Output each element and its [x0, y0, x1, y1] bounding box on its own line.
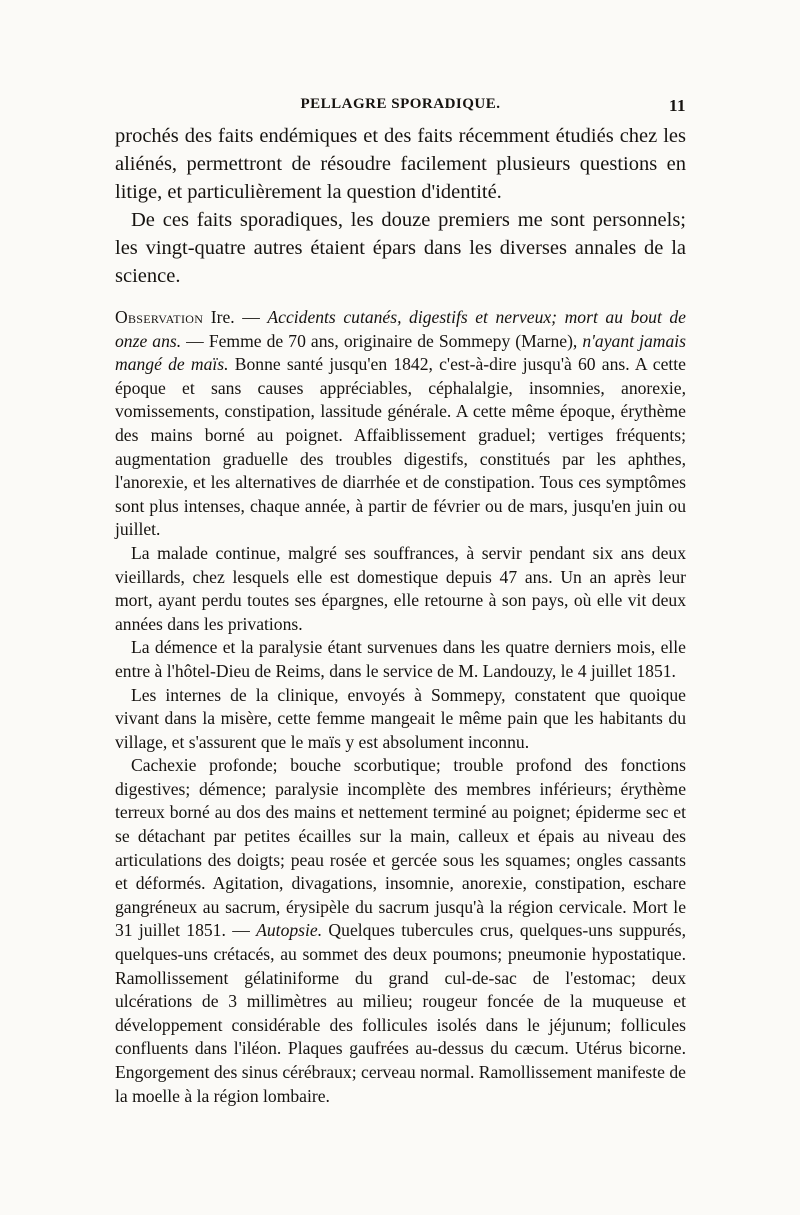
book-page: [115, 96, 686, 1108]
observation-title: Accidents cutanés, digestifs et nerveux; mort au bout de onze ans.: [115, 307, 686, 351]
intro-paragraph-continued: prochés des faits endémiques et des faits récemment étudiés chez les aliénés, permettront de résoudre facilement plusieurs questions en litige, et particulièrement la question d'identité.: [115, 125, 686, 203]
observation-text: Quelques tubercules crus, quelques-uns suppurés, quelques-uns crétacés, au sommet des deux poumons; pneumonie hypostatique. Ramollissement gélatiniforme du grand cul-de-sac de l'estomac; deux ulcérations de 3 millimètres au milieu; rougeur foncée de la muqueuse et développement considérable des follicules isolés dans le jéjunum; follicules confluents dans l'iléon. Plaques gaufrées au-dessus du cæcum. Utérus bicorne. Engorgement des sinus cérébraux; cerveau normal. Ramollissement manifeste de la moelle à la région lombaire.: [115, 920, 686, 1106]
running-header: [115, 96, 686, 122]
intro-paragraph: De ces faits sporadiques, les douze premiers me sont personnels; les vingt-quatre autres étaient épars dans les diverses annales de la science.: [115, 209, 686, 287]
observation-text: Cachexie profonde; bouche scorbutique; trouble profond des fonctions digestives; démence; paralysie incomplète des membres inférieurs; érythème terreux borné au dos des mains et nettement terminé au poignet; épiderme sec et se détachant par petites écailles sur la main, calleux et épais au niveau des articulations des doigts; peau rosée et gercée sous les squames; ongles cassants et déformés. Agitation, divagations, insomnie, anorexie, constipation, eschare gangréneux au sacrum, érysipèle du sacrum jusqu'à la région cervicale. Mort le 31 juillet 1851. —: [115, 755, 686, 941]
observation-text: Bonne santé jusqu'en 1842, c'est-à-dire jusqu'à 60 ans. A cette époque et sans causes appréciables, céphalalgie, insomnies, anorexie, vomissements, constipation, lassitude générale. A cette même époque, érythème des mains borné au poignet. Affaiblissement graduel; vertiges fréquents; augmentation graduelle des troubles digestifs, constitués par les aphthes, l'anorexie, et les alternatives de diarrhée et de constipation. Tous ces symptômes sont plus intenses, chaque année, à partir de février ou de mars, jusqu'en juin ou juillet.: [115, 354, 686, 540]
page-number: 11: [668, 96, 686, 115]
observation-paragraph: La démence et la paralysie étant survenues dans les quatre derniers mois, elle entre à l'hôtel-Dieu de Reims, dans le service de M. Landouzy, le 4 juillet 1851.: [115, 637, 686, 681]
observation-paragraph: [115, 306, 686, 542]
running-title: PELLAGRE SPORADIQUE.: [300, 96, 501, 112]
observation-text: — Femme de 70 ans, originaire de Sommepy (Marne),: [181, 330, 583, 351]
observation-paragraph: Les internes de la clinique, envoyés à Sommepy, constatent que quoique vivant dans la misère, cette femme mangeait le même pain que les habitants du village, et s'assurent que le maïs y est absolument inconnu.: [115, 684, 686, 752]
observation-label: Observation: [115, 307, 204, 327]
autopsy-heading: Autopsie.: [256, 920, 323, 941]
observation-dash: —: [234, 307, 268, 327]
observation-italic-note: n'ayant jamais mangé de maïs.: [115, 330, 686, 375]
observation-paragraph: [115, 754, 686, 1108]
observation-number: Ire.: [210, 307, 235, 327]
observation-case: [115, 306, 686, 1108]
intro-text: [115, 122, 686, 290]
observation-paragraph: La malade continue, malgré ses souffrances, à servir pendant six ans deux vieillards, chez lesquels elle est domestique depuis 47 ans. Un an après leur mort, ayant perdu toutes ses épargnes, elle retourne à son pays, où elle vit deux années dans les privations.: [115, 542, 686, 634]
